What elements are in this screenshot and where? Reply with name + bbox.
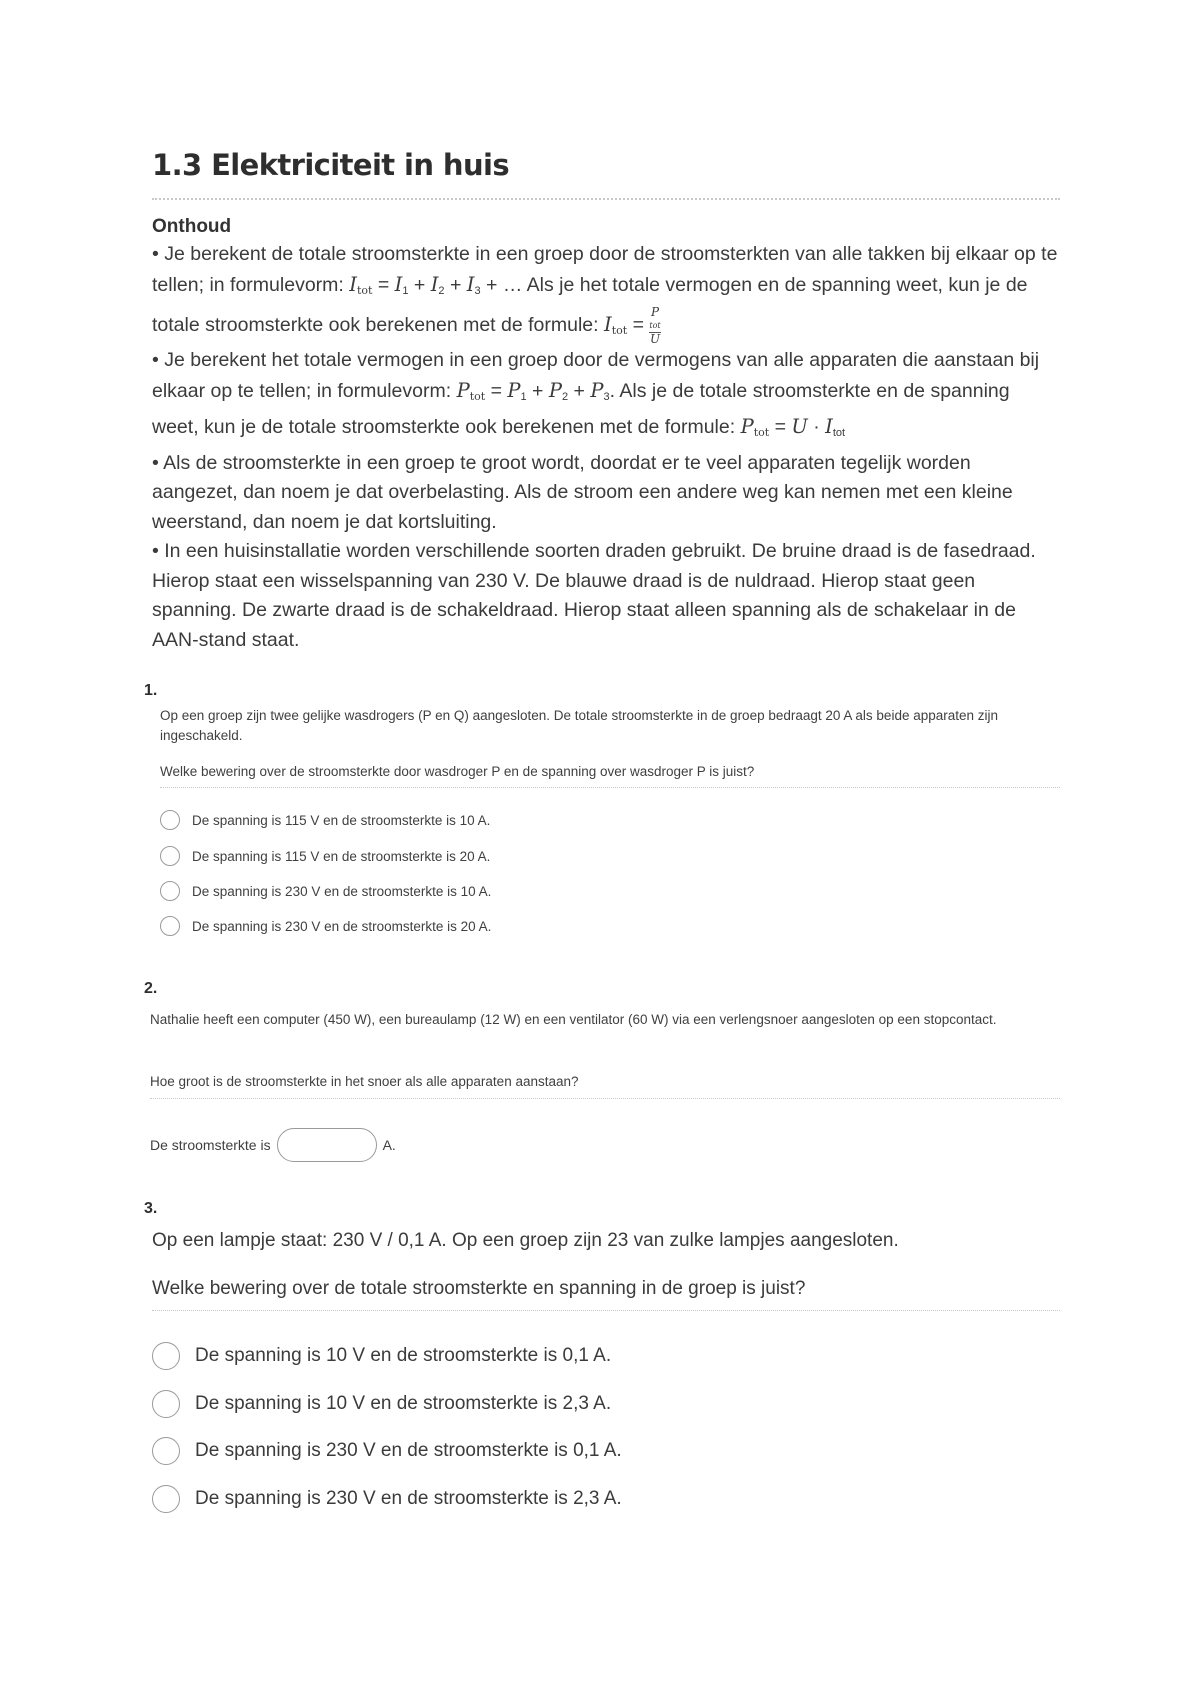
question-3-option-b[interactable] <box>152 1390 611 1418</box>
question-3-context: Op een lampje staat: 230 V / 0,1 A. Op een groep zijn 23 van zulke lampjes aangesloten. <box>152 1230 899 1251</box>
answer-input[interactable] <box>277 1128 377 1162</box>
radio-button[interactable] <box>152 1342 180 1370</box>
onthoud-text-1a: • Je berekent de totale stroomsterkte in een groep door de stroomsterkten van alle takken bij elkaar op te tellen; in formulevorm: <box>152 243 1058 296</box>
radio-button[interactable] <box>152 1485 180 1513</box>
onthoud-text-2a: • Je berekent het totale vermogen in een groep door de vermogens van alle apparaten die aanstaan bij elkaar op te tellen; in formulevorm: <box>152 349 1040 402</box>
question-2-context: Nathalie heeft een computer (450 W), een bureaulamp (12 W) en een ventilator (60 W) via een verlengsnoer aangesloten op een stopcontact. <box>150 1012 997 1027</box>
onthoud-text-1b: + … Als je het totale vermogen en de spanning weet, kun je de totale stroomsterkte ook berekenen met de formule: <box>152 273 1028 337</box>
formula-itot-sum: $I_{tot}$ <box>349 272 373 297</box>
question-1-option-b[interactable] <box>160 846 490 866</box>
option-label: De spanning is 115 V en de stroomsterkte is 20 A. <box>192 848 491 864</box>
onthoud-paragraph-1: • Je berekent de totale stroomsterkte in een groep door de stroomsterkten van alle takken bij elkaar op te tellen; in formulevorm: $I_{tot} = I_1 + I_2 + I_3$ + … Als je het totale vermogen en de spanning weet, kun je de totale stroomsterkte ook berekenen met de formule: $I_{tot}$ = P tot U <box>152 243 1058 346</box>
option-label: De spanning is 10 V en de stroomsterkte is 0,1 A. <box>195 1345 612 1366</box>
question-2-answer-row <box>150 1128 396 1162</box>
question-2-number: 2. <box>144 980 158 997</box>
question-1-number: 1. <box>144 682 158 699</box>
onthoud-section <box>152 240 1060 655</box>
formula-itot-pu: $I_{tot}$ <box>603 313 628 338</box>
option-label: De spanning is 10 V en de stroomsterkte is 2,3 A. <box>195 1393 612 1414</box>
onthoud-heading: Onthoud <box>152 216 232 237</box>
radio-button[interactable] <box>160 916 180 936</box>
onthoud-paragraph-3: • Als de stroomsterkte in een groep te groot wordt, doordat er te veel apparaten tegelijk worden aangezet, dan noem je dat overbelasting. Als de stroom een andere weg kan nemen met een kleine weerstand, dan noem je dat kortsluiting. <box>152 451 1013 533</box>
question-2-divider <box>150 1098 1060 1099</box>
option-label: De spanning is 230 V en de stroomsterkte is 20 A. <box>192 918 492 934</box>
question-3-text: Welke bewering over de totale stroomsterkte en spanning in de groep is juist? <box>152 1278 806 1299</box>
option-label: De spanning is 230 V en de stroomsterkte is 0,1 A. <box>195 1440 622 1461</box>
option-label: De spanning is 230 V en de stroomsterkte is 2,3 A. <box>195 1488 622 1509</box>
question-3-option-a[interactable] <box>152 1342 611 1370</box>
question-3-divider <box>152 1310 1060 1311</box>
onthoud-paragraph-4: • In een huisinstallatie worden verschillende soorten draden gebruikt. De bruine draad is de fasedraad. Hierop staat een wisselspanning van 230 V. De blauwe draad is de nuldraad. Hierop staat geen spanning. De zwarte draad is de schakeldraad. Hierop staat alleen spanning als de schakelaar in de AAN-stand staat. <box>152 540 1036 651</box>
answer-prefix: De stroomsterkte is <box>150 1137 271 1153</box>
question-1-option-c[interactable] <box>160 881 491 901</box>
onthoud-paragraph-2: • Je berekent het totale vermogen in een groep door de vermogens van alle apparaten die aanstaan bij elkaar op te tellen; in formulevorm: $P_{tot} = P_1 + P_2 + P_3$. Als je de totale stroomsterkte en de spanning weet, kun je de totale stroomsterkte ook berekenen met de formule: $P_{tot} = U \cdot I_{tot}$ <box>152 349 1040 439</box>
radio-button[interactable] <box>160 846 180 866</box>
question-1-option-d[interactable] <box>160 916 491 936</box>
formula-fraction-p-over-u: P tot U <box>649 305 661 346</box>
question-2-text: Hoe groot is de stroomsterkte in het snoer als alle apparaten aanstaan? <box>150 1074 579 1089</box>
radio-button[interactable] <box>160 810 180 830</box>
radio-button[interactable] <box>152 1437 180 1465</box>
formula-ptot-sum: $P_{tot}$ <box>456 378 486 403</box>
question-3-option-d[interactable] <box>152 1485 622 1513</box>
question-3-number: 3. <box>144 1200 158 1217</box>
question-1-option-a[interactable] <box>160 810 490 830</box>
option-label: De spanning is 230 V en de stroomsterkte is 10 A. <box>192 883 492 899</box>
page-title: 1.3 Elektriciteit in huis <box>152 148 510 182</box>
title-divider <box>152 198 1060 200</box>
question-1-divider <box>160 787 1060 788</box>
onthoud-text-2b: . Als je de totale stroomsterkte en de spanning weet, kun je de totale stroomsterkte ook berekenen met de formule: <box>152 379 1010 438</box>
option-label: De spanning is 115 V en de stroomsterkte is 10 A. <box>192 812 491 828</box>
radio-button[interactable] <box>160 881 180 901</box>
radio-button[interactable] <box>152 1390 180 1418</box>
answer-suffix: A. <box>382 1137 396 1153</box>
question-1-text: Welke bewering over de stroomsterkte door wasdroger P en de spanning over wasdroger P is juist? <box>160 764 755 779</box>
question-3-option-c[interactable] <box>152 1437 622 1465</box>
formula-ptot-ui: $P_{tot}$ <box>740 415 770 439</box>
question-1-context: Op een groep zijn twee gelijke wasdrogers (P en Q) aangesloten. De totale stroomsterkte in de groep bedraagt 20 A als beide apparaten zijn ingeschakeld. <box>160 708 999 743</box>
